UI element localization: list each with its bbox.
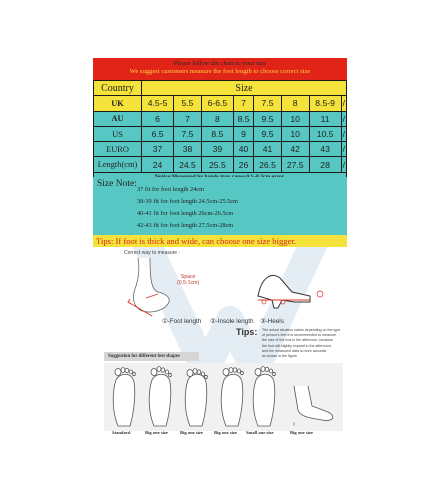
- table-row: [94, 142, 347, 157]
- table-cell: 27.5: [281, 157, 309, 172]
- table-cell: 10.5: [309, 126, 341, 141]
- table-cell: 9: [233, 126, 253, 141]
- feet-shapes-title: Suggestion for different feet shapes: [104, 352, 199, 361]
- size-note-row: 37 fit for foot length 24cm: [137, 186, 204, 193]
- table-cell: /: [341, 157, 346, 172]
- space-label-text: Space: [180, 274, 196, 280]
- shape-caption: Big one size: [290, 430, 313, 435]
- table-cell: 6: [142, 111, 174, 126]
- size-note-box: [93, 177, 347, 235]
- measure-title: Correct way to measure :: [124, 250, 180, 256]
- table-cell: 6-6.5: [201, 96, 233, 111]
- measure-insole-length: ②-Insole length: [210, 318, 254, 325]
- table-cell: 10: [281, 111, 309, 126]
- table-row: [94, 126, 347, 141]
- table-cell: 7.5: [174, 126, 202, 141]
- table-cell: 8.5: [201, 126, 233, 141]
- table-cell: 9.5: [254, 111, 282, 126]
- table-cell: 28: [309, 157, 341, 172]
- tips-banner: Tips: If foot is thick and wide, can choose one size bigger.: [93, 235, 347, 247]
- shape-caption: Big one size: [214, 430, 237, 435]
- table-cell: 39: [201, 142, 233, 157]
- table-cell: 26.5: [254, 157, 282, 172]
- foot-measure-illustration: [118, 256, 188, 318]
- size-note-row: 40-41 fit for foot length 26cm-26.5cm: [137, 210, 234, 217]
- tips-line: the foot will slightly expand in the afternoon,: [262, 343, 332, 348]
- tips-line: the size of the foot in the afternoon, because: [262, 338, 333, 343]
- row-label: AU: [94, 111, 142, 126]
- table-cell: 4.5-5: [142, 96, 174, 111]
- table-cell: /: [341, 96, 346, 111]
- table-cell: 8.5: [233, 111, 253, 126]
- shape-caption: Small one size: [246, 430, 274, 435]
- tips-line: and the measured data is more accurate: [262, 348, 327, 353]
- table-cell: /: [341, 142, 346, 157]
- table-cell: 5.5: [174, 96, 202, 111]
- space-label: [177, 275, 199, 286]
- table-cell: 26: [233, 157, 253, 172]
- table-cell: 24.5: [174, 157, 202, 172]
- size-note-row: 42-43 fit for foot length 27.5cm-28cm: [137, 222, 234, 229]
- foot-shapes-icons: [108, 366, 340, 428]
- banner-line-1: Please follow the chart to your size: [173, 60, 267, 67]
- table-cell: 7.5: [254, 96, 282, 111]
- table-cell: 8.5-9: [309, 96, 341, 111]
- size-header: Size: [142, 81, 347, 96]
- table-cell: 38: [174, 142, 202, 157]
- table-cell: 7: [174, 111, 202, 126]
- table-cell: 24: [142, 157, 174, 172]
- table-cell: 37: [142, 142, 174, 157]
- table-cell: 7: [233, 96, 253, 111]
- tips-label: Tips:: [236, 327, 258, 337]
- table-cell: /: [341, 111, 346, 126]
- table-row: [94, 157, 347, 172]
- shape-caption: Standard: [112, 430, 131, 435]
- table-cell: 11: [309, 111, 341, 126]
- measure-foot-length: ①-Foot length: [162, 318, 202, 325]
- table-cell: 42: [281, 142, 309, 157]
- size-note-title: Size Note:: [97, 179, 137, 189]
- table-row: [94, 111, 347, 126]
- table-cell: /: [341, 126, 346, 141]
- tips-line: as shown in the figure: [262, 354, 297, 359]
- table-cell: 8: [201, 111, 233, 126]
- row-label: US: [94, 126, 142, 141]
- table-cell: 25.5: [201, 157, 233, 172]
- table-cell: 41: [254, 142, 282, 157]
- row-label: Length(cm): [94, 157, 142, 172]
- header-banner: [93, 58, 347, 80]
- space-value: (0.5-1cm): [177, 279, 200, 286]
- banner-line-2: We suggest customers measure the foot length to choose correct size: [129, 67, 311, 75]
- table-cell: 10: [281, 126, 309, 141]
- shape-caption: Big one size: [145, 430, 168, 435]
- measure-heels: ③-Heels: [260, 318, 284, 325]
- shape-caption: Big one size: [180, 430, 203, 435]
- tips-line: The actual situation varies depending on the type: [262, 328, 341, 332]
- row-label: UK: [94, 96, 142, 111]
- size-note-row: 38-39 fit for foot length 24.5cm-25.5cm: [137, 198, 238, 205]
- table-cell: 40: [233, 142, 253, 157]
- table-cell: 9.5: [254, 126, 282, 141]
- table-row: [94, 96, 347, 111]
- table-cell: 6.5: [142, 126, 174, 141]
- size-chart-table: [93, 80, 347, 183]
- tips-text: [262, 328, 340, 359]
- tips-line: of person's feet.It is recommended to measure: [262, 333, 336, 338]
- table-cell: 8: [281, 96, 309, 111]
- table-cell: 43: [309, 142, 341, 157]
- row-label: EURO: [94, 142, 142, 157]
- heel-shoe-icon: [252, 266, 332, 310]
- country-header: Country: [94, 81, 142, 96]
